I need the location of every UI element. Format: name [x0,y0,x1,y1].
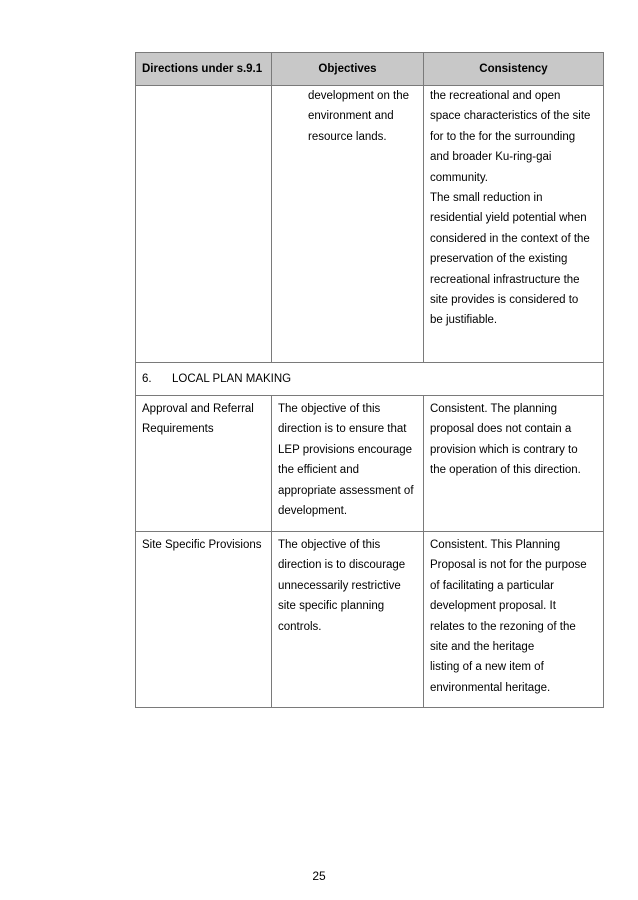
table-row [136,396,604,532]
section-title: LOCAL PLAN MAKING [172,372,292,385]
row-consistency-cell [424,396,604,532]
header-consistency: Consistency [424,53,604,86]
continuation-objectives-text: development on the environment and resource lands. [308,90,410,143]
row-consistency-text: Consistent. This Planning Proposal is not for the purpose of facilitating a particular development proposal. It relates to the rezoning of the site and the heritage listing of a new item of environmental heritage. [430,539,587,694]
page-number: 25 [312,869,326,883]
row-consistency-cell [424,532,604,708]
continuation-objectives-cell [272,86,424,363]
row-objectives-text: The objective of this direction is to ensure that LEP provisions encourage the efficient and appropriate assessment of development. [278,403,414,518]
table-row-continuation [136,86,604,363]
row-consistency-text: Consistent. The planning proposal does not contain a provision which is contrary to the operation of this direction. [430,403,581,477]
header-directions: Directions under s.9.1 [136,53,272,86]
row-direction-text: Approval and Referral Requirements [142,403,254,436]
header-objectives: Objectives [272,53,424,86]
row-direction-text: Site Specific Provisions [142,539,262,551]
row-objectives-cell [272,396,424,532]
continuation-consistency-text: the recreational and open space characteristics of the site for to the for the surrounding and broader Ku-ring-gai community. The small reduction in residential yield potential when considered in the context of the preservation of the existing recreational infrastructure the site provides is considered to be justifiable. [430,90,591,327]
section-row [136,363,604,396]
directions-table [135,52,604,708]
section-heading-cell [136,363,604,396]
row-objectives-text: The objective of this direction is to discourage unnecessarily restrictive site specific planning controls. [278,539,406,633]
table-row [136,532,604,708]
table-header-row [136,53,604,86]
row-direction-cell [136,396,272,532]
row-direction-cell [136,532,272,708]
continuation-consistency-cell [424,86,604,363]
row-objectives-cell [272,532,424,708]
section-number: 6. [142,372,152,385]
continuation-direction-cell [136,86,272,363]
